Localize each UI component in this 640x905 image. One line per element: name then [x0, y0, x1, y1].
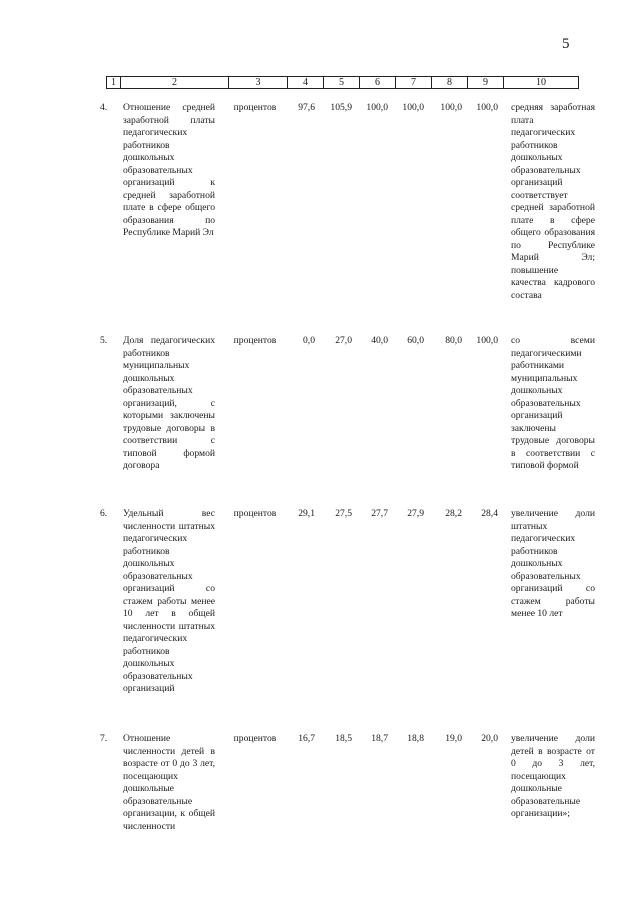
- column-number: 6: [360, 77, 396, 89]
- indicator-value: 28,4: [481, 508, 498, 519]
- indicator-value: 100,0: [402, 102, 424, 113]
- indicator-value: 18,7: [371, 733, 388, 744]
- column-number-header: [106, 76, 579, 89]
- indicator-value: 80,0: [445, 335, 462, 346]
- indicator-value: 0,0: [303, 335, 315, 346]
- indicator-value: 20,0: [481, 733, 498, 744]
- expected-result: со всеми педагогическими работниками муниципальных дошкольных образовательных организаций заключены трудовые договоры в соответствии с типовой формой: [511, 335, 595, 471]
- unit-of-measure: процентов: [233, 335, 277, 346]
- indicator-value: 18,5: [335, 733, 352, 744]
- column-number: 2: [121, 77, 229, 89]
- indicator-value: 97,6: [298, 102, 315, 113]
- row-number: 5.: [100, 335, 108, 346]
- indicator-value: 27,5: [335, 508, 352, 519]
- indicator-value: 29,1: [298, 508, 315, 519]
- indicator-name: Отношение численности детей в возрасте от 0 до 3 лет, посещающих дошкольные образовательные организации, к общей численности: [123, 733, 215, 832]
- row-number: 4.: [100, 102, 108, 113]
- indicator-name: Отношение средней заработной платы педагогических работников дошкольных образовательных организаций к средней заработной плате в сфере общего образования по Республике Марий Эл: [123, 102, 215, 238]
- column-number: 9: [468, 77, 504, 89]
- indicator-value: 100,0: [366, 102, 388, 113]
- indicator-value: 28,2: [445, 508, 462, 519]
- unit-of-measure: процентов: [233, 102, 277, 113]
- indicator-value: 18,8: [407, 733, 424, 744]
- column-number: 5: [324, 77, 360, 89]
- expected-result: средняя заработная плата педагогических работников дошкольных образовательных организаций соответствует средней заработной плате в сфере общего образования по Республике Марий Эл; повышение качества кадрового состава: [511, 102, 595, 301]
- indicator-value: 19,0: [445, 733, 462, 744]
- unit-of-measure: процентов: [233, 733, 277, 744]
- column-number: 3: [229, 77, 288, 89]
- indicator-value: 60,0: [407, 335, 424, 346]
- column-number: 10: [504, 77, 579, 89]
- indicator-value: 105,9: [330, 102, 352, 113]
- indicator-name: Доля педагогических работников муниципальных дошкольных образовательных организаций, с которыми заключены трудовые договоры в соответствии с типовой формой договора: [123, 335, 215, 471]
- indicator-value: 27,0: [335, 335, 352, 346]
- indicator-value: 40,0: [371, 335, 388, 346]
- expected-result: увеличение доли детей в возрасте от 0 до 3 лет, посещающих дошкольные образовательные организации»;: [511, 733, 595, 819]
- indicator-value: 100,0: [476, 102, 498, 113]
- indicator-value: 16,7: [298, 733, 315, 744]
- column-number: 1: [107, 77, 121, 89]
- indicator-value: 27,7: [371, 508, 388, 519]
- row-number: 7.: [100, 733, 108, 744]
- indicator-value: 100,0: [440, 102, 462, 113]
- indicator-name: Удельный вес численности штатных педагогических работников дошкольных образовательных организаций со стажем работы менее 10 лет в общей численности штатных педагогических работников дошкольных образовательных организаций: [123, 508, 215, 694]
- unit-of-measure: процентов: [233, 508, 277, 519]
- indicator-value: 27,9: [407, 508, 424, 519]
- expected-result: увеличение доли штатных педагогических работников дошкольных образовательных организаций со стажем работы менее 10 лет: [511, 508, 595, 619]
- column-number: 8: [432, 77, 468, 89]
- page-number: 5: [562, 36, 570, 52]
- column-number: 7: [396, 77, 432, 89]
- row-number: 6.: [100, 508, 108, 519]
- column-number: 4: [288, 77, 324, 89]
- indicator-value: 100,0: [476, 335, 498, 346]
